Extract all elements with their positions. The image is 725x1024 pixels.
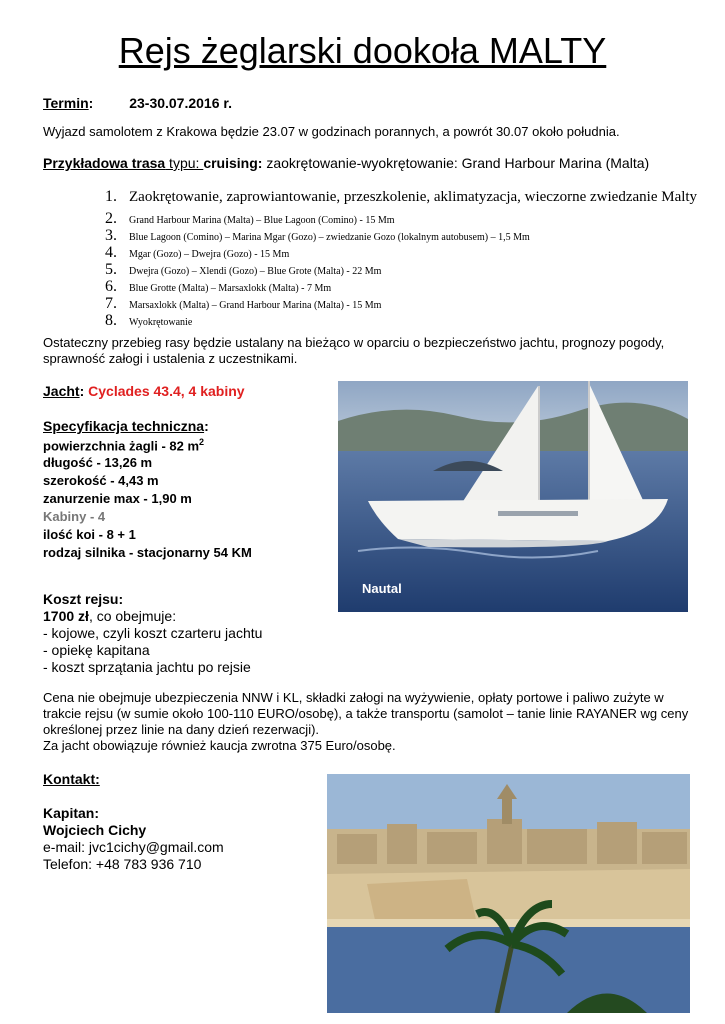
koszt-section (43, 591, 262, 676)
koszt-amount: 1700 zł (43, 608, 89, 624)
item-number: 1. (105, 188, 117, 205)
nautal-watermark: Nautal (362, 581, 402, 596)
wyjazd-text: Wyjazd samolotem z Krakowa będzie 23.07 w godzinach porannych, a powrót 30.07 około południa. (43, 124, 620, 139)
spec-colon: : (204, 418, 209, 434)
termin-value: 23-30.07.2016 r. (129, 95, 232, 111)
spec-row: Kabiny - 4 (43, 509, 106, 524)
list-item (105, 295, 697, 312)
list-item (105, 261, 697, 278)
cena-paragraph: Cena nie obejmuje ubezpieczenia NNW i KL, składki załogi na wyżywienie, opłaty portowe i paliwo zużyte w trakcie rejsu (w sumie około 100-110 EURO/osobę), a także transportu (samolot – tanie linie RAYANER wg ceny określonej przez linie na dany dzień rezerwacji). (43, 690, 689, 737)
kapitan-label: Kapitan: (43, 805, 99, 821)
koszt-item: - kojowe, czyli koszt czarteru jachtu (43, 625, 263, 641)
item-text: Blue Lagoon (Comino) – Marina Mgar (Gozo) – zwiedzanie Gozo (lokalnym autobusem) – 1,5 Mm (129, 232, 530, 243)
item-number: 8. (105, 312, 117, 329)
item-number: 2. (105, 210, 117, 227)
item-text: Grand Harbour Marina (Malta) – Blue Lagoon (Comino) - 15 Mm (129, 215, 395, 226)
jacht-row (43, 383, 245, 399)
kapitan-name: Wojciech Cichy (43, 822, 147, 838)
item-text: Wyokrętowanie (129, 317, 193, 328)
koszt-item: - opiekę kapitana (43, 642, 150, 658)
item-text: Blue Grotte (Malta) – Marsaxlokk (Malta) - 7 Mm (129, 283, 332, 294)
yacht-photo (338, 381, 688, 612)
koszt-item: - koszt sprzątania jachtu po rejsie (43, 659, 251, 675)
item-number: 4. (105, 244, 117, 261)
ostateczny-text: Ostateczny przebieg rasy będzie ustalany na bieżąco w oparciu o bezpieczeństwo jachtu, prognozy pogody, sprawność załogi i ustalenia z uczestnikami. (43, 335, 665, 366)
superscript: 2 (199, 437, 205, 447)
spec-row: zanurzenie max - 1,90 m (43, 491, 192, 506)
item-text: Marsaxlokk (Malta) – Grand Harbour Marina (Malta) - 15 Mm (129, 300, 382, 311)
list-item (105, 227, 697, 244)
jacht-colon: : (79, 383, 89, 399)
jacht-value: Cyclades 43.4, 4 kabiny (88, 383, 245, 399)
trasa-label: Przykładowa trasa (43, 155, 166, 171)
list-item (105, 278, 697, 295)
trasa-rest: zaokrętowanie-wyokrętowanie: Grand Harbour Marina (Malta) (262, 155, 650, 171)
spec-row: rodzaj silnika - stacjonarny 54 KM (43, 545, 252, 560)
item-text: Dwejra (Gozo) – Xlendi (Gozo) – Blue Grote (Malta) - 22 Mm (129, 266, 382, 277)
item-number: 7. (105, 295, 117, 312)
cena-text (43, 690, 693, 754)
cena-kaucja: Za jacht obowiązuje również kaucja zwrotna 375 Euro/osobę. (43, 738, 396, 753)
trasa-typ-prefix: typu: (165, 155, 204, 171)
spec-text: powierzchnia żagli - 82 m (43, 438, 200, 454)
list-item (105, 244, 697, 261)
item-number: 3. (105, 227, 117, 244)
malta-harbour-photo (327, 774, 690, 1013)
spec-list (43, 437, 252, 563)
koszt-amount-row (43, 608, 262, 625)
kapitan-email: e-mail: jvc1cichy@gmail.com (43, 839, 224, 855)
termin-row (43, 95, 232, 111)
trasa-header (43, 155, 703, 171)
kontakt-label: Kontakt: (43, 771, 100, 787)
koszt-amount-rest: , co obejmuje: (88, 608, 177, 624)
spec-row (43, 437, 252, 455)
list-item (105, 188, 697, 210)
spec-row: ilość koi - 8 + 1 (43, 527, 136, 542)
spec-row: długość - 13,26 m (43, 455, 153, 470)
page-title: Rejs żeglarski dookoła MALTY (118, 30, 607, 71)
item-text: Mgar (Gozo) – Dwejra (Gozo) - 15 Mm (129, 249, 290, 260)
spec-row: szerokość - 4,43 m (43, 473, 159, 488)
list-item (105, 312, 697, 329)
trasa-typ: cruising: (203, 155, 263, 171)
trasa-list (105, 188, 697, 329)
item-text: Zaokrętowanie, zaprowiantowanie, przeszkolenie, aklimatyzacja, wieczorne zwiedzanie Malty (129, 189, 698, 205)
termin-colon: : (88, 95, 94, 111)
spec-header (43, 418, 209, 434)
jacht-label: Jacht (43, 383, 80, 399)
item-number: 5. (105, 261, 117, 278)
spec-label: Specyfikacja techniczna (43, 418, 205, 434)
kontakt-section (43, 771, 224, 873)
list-item (105, 210, 697, 227)
kapitan-phone: Telefon: +48 783 936 710 (43, 856, 202, 872)
koszt-label: Koszt rejsu: (43, 591, 124, 607)
termin-label: Termin (43, 95, 89, 111)
item-number: 6. (105, 278, 117, 295)
